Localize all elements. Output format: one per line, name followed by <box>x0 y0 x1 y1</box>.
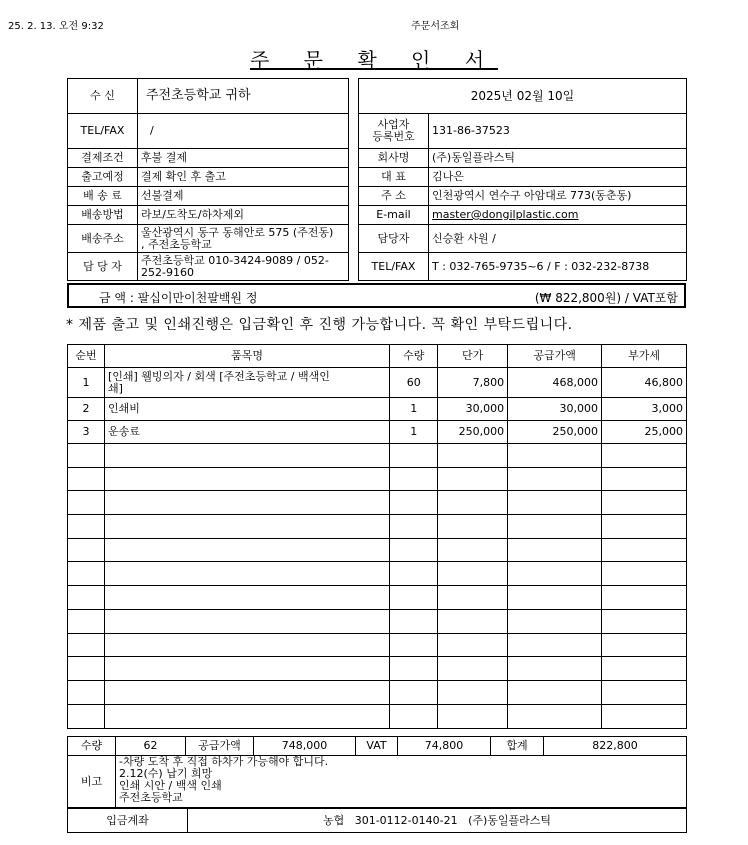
label-ship-method: 배송방법 <box>68 206 138 225</box>
item-supply: 30,000 <box>508 398 602 421</box>
empty-cell <box>68 633 105 657</box>
bank-table <box>67 808 687 833</box>
empty-rows <box>68 444 687 729</box>
amount-value: (₩ 822,800원) / VAT포함 <box>534 291 678 305</box>
supplier-table <box>358 78 687 281</box>
empty-cell <box>438 704 508 728</box>
empty-cell <box>508 657 602 681</box>
empty-cell <box>508 633 602 657</box>
empty-cell <box>508 704 602 728</box>
items-table <box>67 344 687 729</box>
empty-cell <box>104 515 389 539</box>
label-biz-no-line1: 사업자 <box>377 118 410 131</box>
empty-cell <box>68 680 105 704</box>
empty-cell <box>602 515 687 539</box>
empty-cell <box>602 609 687 633</box>
label-company: 회사명 <box>359 149 429 168</box>
empty-cell <box>508 680 602 704</box>
total-supply: 748,000 <box>254 737 356 756</box>
supplier-telfax: T : 032-765-9735~6 / F : 032-232-8738 <box>429 253 687 281</box>
empty-cell <box>508 538 602 562</box>
remarks-line1: -차량 도착 후 직접 하차가 가능해야 합니다. <box>119 755 329 768</box>
item-name <box>104 368 389 398</box>
label-contact: 담 당 자 <box>68 253 138 281</box>
empty-cell <box>438 562 508 586</box>
label-ship-schedule: 출고예정 <box>68 168 138 187</box>
item-qty: 1 <box>390 398 438 421</box>
grand-total: 822,800 <box>544 737 687 756</box>
remarks-table <box>67 755 687 808</box>
total-vat: 74,800 <box>398 737 491 756</box>
item-name: 운송료 <box>104 421 389 444</box>
table-row <box>68 421 687 444</box>
item-name-line2: 쇄] <box>107 381 123 395</box>
label-biz-no <box>359 114 429 149</box>
empty-cell <box>390 704 438 728</box>
label-bank-account: 입금계좌 <box>68 809 188 833</box>
col-header-unit-price: 단가 <box>438 345 508 368</box>
empty-cell <box>68 491 105 515</box>
empty-cell <box>438 657 508 681</box>
label-to: 수 신 <box>68 79 138 114</box>
print-date: 25. 2. 13. 오전 9:32 <box>8 21 104 32</box>
empty-cell <box>390 657 438 681</box>
label-payment: 결제조건 <box>68 149 138 168</box>
recipient-table <box>67 78 349 281</box>
empty-row <box>68 586 687 610</box>
email-cell <box>429 206 687 225</box>
empty-cell <box>508 609 602 633</box>
item-supply: 250,000 <box>508 421 602 444</box>
item-unit-price: 250,000 <box>438 421 508 444</box>
ship-fee: 선불결제 <box>138 187 349 206</box>
empty-cell <box>68 467 105 491</box>
item-supply: 468,000 <box>508 368 602 398</box>
remarks-line4: 주전초등학교 <box>119 791 183 804</box>
empty-cell <box>508 586 602 610</box>
empty-row <box>68 609 687 633</box>
ship-schedule: 결제 확인 후 출고 <box>138 168 349 187</box>
empty-cell <box>438 515 508 539</box>
empty-cell <box>104 657 389 681</box>
empty-cell <box>390 680 438 704</box>
empty-cell <box>390 515 438 539</box>
ship-address <box>138 225 349 253</box>
item-no: 2 <box>68 398 105 421</box>
ship-method: 라보/도착도/하차제외 <box>138 206 349 225</box>
label-biz-no-line2: 등록번호 <box>372 130 415 143</box>
empty-row <box>68 444 687 468</box>
empty-row <box>68 562 687 586</box>
empty-cell <box>390 633 438 657</box>
empty-cell <box>602 657 687 681</box>
item-name: 인쇄비 <box>104 398 389 421</box>
total-qty: 62 <box>116 737 186 756</box>
empty-cell <box>104 562 389 586</box>
empty-cell <box>390 467 438 491</box>
empty-cell <box>602 586 687 610</box>
label-ceo: 대 표 <box>359 168 429 187</box>
label-total-qty: 수량 <box>68 737 116 756</box>
payment-terms: 후불 결제 <box>138 149 349 168</box>
amount-box <box>67 283 686 308</box>
empty-cell <box>68 538 105 562</box>
empty-cell <box>390 491 438 515</box>
table-row <box>68 398 687 421</box>
empty-cell <box>390 609 438 633</box>
empty-cell <box>104 538 389 562</box>
remarks-line3: 인쇄 시안 / 백색 인쇄 <box>119 779 222 792</box>
empty-row <box>68 538 687 562</box>
supplier-manager: 신승환 사원 / <box>429 225 687 253</box>
item-qty: 1 <box>390 421 438 444</box>
recipient-name: 주전초등학교 귀하 <box>138 79 349 114</box>
empty-cell <box>104 609 389 633</box>
supplier-address: 인천광역시 연수구 아암대로 773(동춘동) <box>429 187 687 206</box>
label-telfax: TEL/FAX <box>68 114 138 149</box>
empty-cell <box>602 704 687 728</box>
col-header-name: 품목명 <box>104 345 389 368</box>
empty-cell <box>68 586 105 610</box>
col-header-supply: 공급가액 <box>508 345 602 368</box>
ship-address-line2: , 주전초등학교 <box>141 237 212 251</box>
label-manager: 담당자 <box>359 225 429 253</box>
item-unit-price: 30,000 <box>438 398 508 421</box>
item-vat: 46,800 <box>602 368 687 398</box>
label-total-supply: 공급가액 <box>186 737 254 756</box>
empty-cell <box>508 444 602 468</box>
empty-cell <box>68 609 105 633</box>
empty-row <box>68 680 687 704</box>
empty-cell <box>602 562 687 586</box>
totals-table <box>67 736 687 756</box>
empty-cell <box>438 538 508 562</box>
label-ship-fee: 배 송 료 <box>68 187 138 206</box>
col-header-no: 순번 <box>68 345 105 368</box>
bank-account: 농협 301-0112-0140-21 (주)동일플라스틱 <box>188 809 687 833</box>
empty-cell <box>508 515 602 539</box>
item-vat: 3,000 <box>602 398 687 421</box>
empty-cell <box>104 491 389 515</box>
empty-cell <box>508 467 602 491</box>
empty-cell <box>602 680 687 704</box>
empty-cell <box>68 657 105 681</box>
empty-cell <box>438 491 508 515</box>
remarks-text <box>116 756 687 808</box>
ceo-name: 김나은 <box>429 168 687 187</box>
col-header-qty: 수량 <box>390 345 438 368</box>
empty-cell <box>390 562 438 586</box>
empty-row <box>68 657 687 681</box>
empty-row <box>68 633 687 657</box>
col-header-vat: 부가세 <box>602 345 687 368</box>
company-name: (주)동일플라스틱 <box>429 149 687 168</box>
empty-cell <box>104 586 389 610</box>
empty-cell <box>104 704 389 728</box>
empty-cell <box>438 633 508 657</box>
item-qty: 60 <box>390 368 438 398</box>
empty-cell <box>104 680 389 704</box>
item-no: 3 <box>68 421 105 444</box>
empty-cell <box>602 538 687 562</box>
empty-row <box>68 491 687 515</box>
item-vat: 25,000 <box>602 421 687 444</box>
label-supplier-address: 주 소 <box>359 187 429 206</box>
empty-cell <box>508 562 602 586</box>
empty-cell <box>68 562 105 586</box>
empty-cell <box>68 444 105 468</box>
biz-no: 131-86-37523 <box>429 114 687 149</box>
empty-cell <box>438 586 508 610</box>
empty-cell <box>104 633 389 657</box>
label-remarks: 비고 <box>68 756 116 808</box>
empty-cell <box>390 586 438 610</box>
empty-cell <box>438 609 508 633</box>
label-supplier-telfax: TEL/FAX <box>359 253 429 281</box>
label-grand-total: 합계 <box>491 737 544 756</box>
empty-cell <box>390 444 438 468</box>
amount-in-words: 금 액 : 팔십이만이천팔백원 정 <box>99 291 258 305</box>
empty-cell <box>104 467 389 491</box>
ship-address-line1: 울산광역시 동구 동해안로 575 (주전동) <box>141 225 334 239</box>
empty-cell <box>508 491 602 515</box>
label-email: E-mail <box>359 206 429 225</box>
empty-cell <box>390 538 438 562</box>
remarks-line2: 2.12(수) 납기 희망 <box>119 767 213 780</box>
empty-row <box>68 515 687 539</box>
empty-cell <box>104 444 389 468</box>
order-date: 2025년 02월 10일 <box>359 79 687 114</box>
empty-cell <box>438 467 508 491</box>
empty-cell <box>602 467 687 491</box>
recipient-contact: 주전초등학교 010-3424-9089 / 052-252-9160 <box>138 253 349 281</box>
empty-cell <box>68 704 105 728</box>
item-unit-price: 7,800 <box>438 368 508 398</box>
empty-cell <box>438 680 508 704</box>
recipient-telfax: / <box>138 114 349 149</box>
page-header-title: 주문서조회 <box>411 21 460 32</box>
document-title: 주 문 확 인 서 <box>249 48 499 72</box>
empty-cell <box>602 444 687 468</box>
label-ship-address: 배송주소 <box>68 225 138 253</box>
item-name-line1: [인쇄] 웰빙의자 / 회색 [주전초등학교 / 백색인 <box>107 369 330 383</box>
empty-row <box>68 704 687 728</box>
empty-cell <box>438 444 508 468</box>
label-total-vat: VAT <box>356 737 398 756</box>
empty-cell <box>602 633 687 657</box>
empty-cell <box>602 491 687 515</box>
table-row <box>68 368 687 398</box>
email-link[interactable]: master@dongilplastic.com <box>432 208 579 221</box>
empty-cell <box>68 515 105 539</box>
notice-text: * 제품 출고 및 인쇄진행은 입금확인 후 진행 가능합니다. 꼭 확인 부탁드립니다. <box>66 317 573 333</box>
item-no: 1 <box>68 368 105 398</box>
empty-row <box>68 467 687 491</box>
items-header-row <box>68 345 687 368</box>
